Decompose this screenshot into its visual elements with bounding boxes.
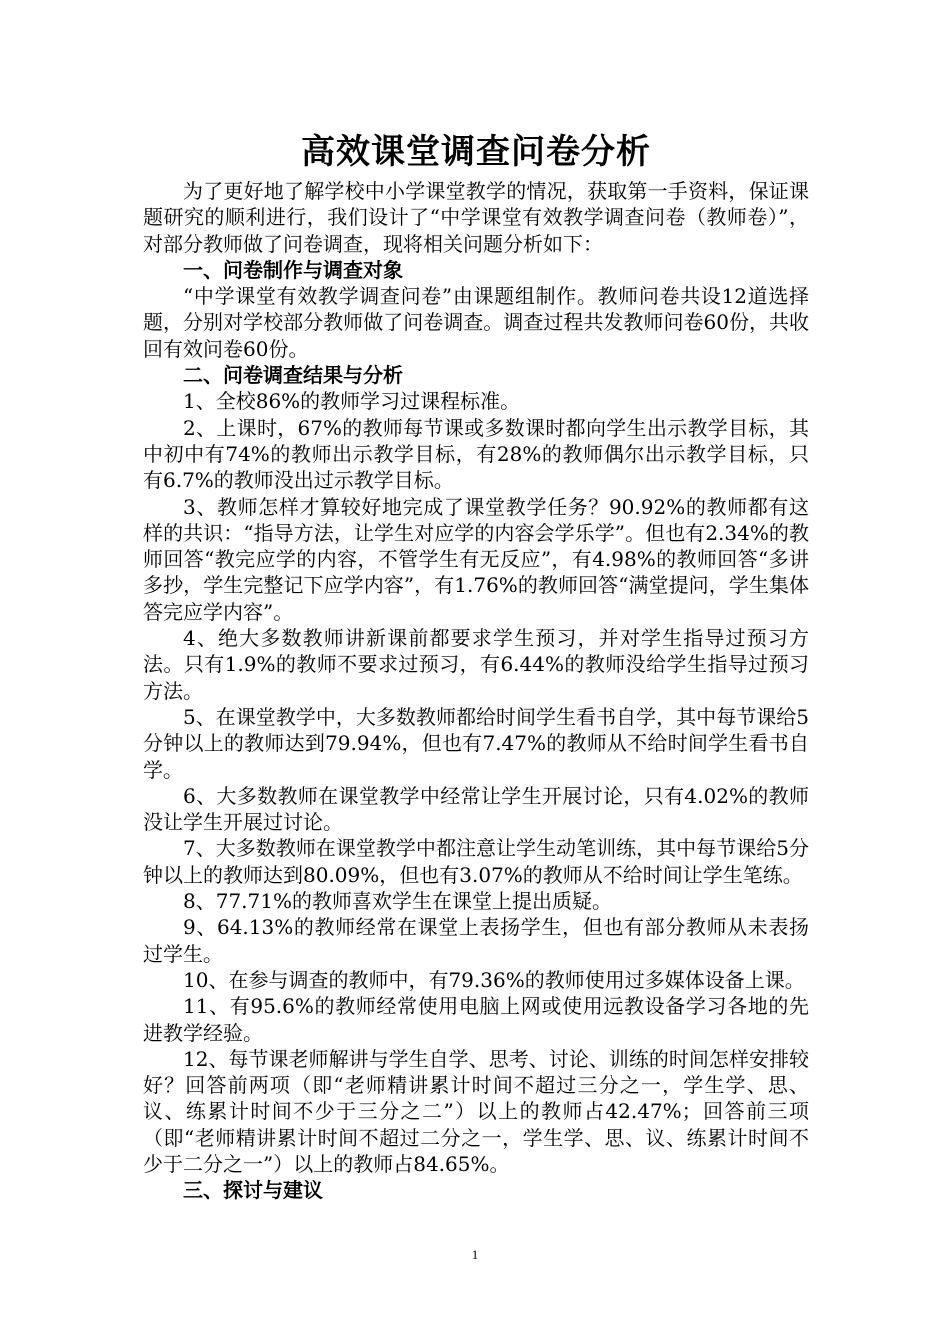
result-item-8: 8、77.71%的教师喜欢学生在课堂上提出质疑。 [183,889,612,914]
section-heading-3: 三、探讨与建议 [183,1178,323,1203]
result-item-4: 4、绝大多数教师讲新课前都要求学生预习，并对学生指导过预习方法。只有1.9%的教师不要求过预习，有6.44%的教师没给学生指导过预习方法。 [143,626,809,703]
result-item-10: 10、在参与调查的教师中，有79.36%的教师使用过多媒体设备上课。 [183,967,805,992]
result-item-12: 12、每节课老师解讲与学生自学、思考、讨论、训练的时间怎样安排较好？回答前两项（即“老师精讲累计时间不超过三分之一，学生学、思、议、练累计时间不少于三分之二”）以上的教师占42.47%；回答前三项（即“老师精讲累计时间不超过二分之一，学生学、思、议、练累计时间不少于二分之一”）以上的教师占84.65%。 [143,1046,809,1176]
result-item-11: 11、有95.6%的教师经常使用电脑上网或使用远教设备学习各地的先进教学经验。 [143,994,809,1045]
page-number: 1 [471,1247,479,1262]
intro-paragraph: 为了更好地了解学校中小学课堂教学的情况，获取第一手资料，保证课题研究的顺利进行，我们设计了“中学课堂有效教学调查问卷（教师卷）”，对部分教师做了问卷调查，现将相关问题分析如下： [143,179,809,256]
section-1-paragraph: “中学课堂有效教学调查问卷”由课题组制作。教师问卷共设12道选择题，分别对学校部分教师做了问卷调查。调查过程共发教师问卷60份，共收回有效问卷60份。 [143,284,809,361]
section-heading-1: 一、问卷制作与调查对象 [183,257,403,282]
result-item-2: 2、上课时，67%的教师每节课或多数课时都向学生出示教学目标，其中初中有74%的教师出示教学目标，有28%的教师偶尔出示教学目标，只有6.7%的教师没出过示教学目标。 [143,415,809,493]
document-title: 高效课堂调查问卷分析 [301,132,651,172]
result-item-7: 7、大多数教师在课堂教学中都注意让学生动笔训练，其中每节课给5分钟以上的教师达到80.09%，但也有3.07%的教师从不给时间让学生笔练。 [143,836,809,887]
result-item-3: 3、教师怎样才算较好地完成了课堂教学任务？90.92%的教师都有这样的共识：“指导方法，让学生对应学的内容会学乐学”。但也有2.34%的教师回答“教完应学的内容，不管学生有无反应”，有4.98%的教师回答“多讲多抄，学生完整记下应学内容”，有1.76%的教师回答“满堂提问，学生集体答完应学内容”。 [143,494,809,624]
result-item-9: 9、64.13%的教师经常在课堂上表扬学生，但也有部分教师从未表扬过学生。 [143,915,809,966]
result-item-6: 6、大多数教师在课堂教学中经常让学生开展讨论，只有4.02%的教师没让学生开展过讨论。 [143,783,809,835]
document-page [143,128,809,1204]
result-item-1: 1、全校86%的教师学习过课程标准。 [183,389,521,414]
result-item-5: 5、在课堂教学中，大多数教师都给时间学生看书自学，其中每节课给5分钟以上的教师达到79.94%，但也有7.47%的教师从不给时间学生看书自学。 [143,704,809,782]
section-heading-2: 二、问卷调查结果与分析 [183,363,403,388]
